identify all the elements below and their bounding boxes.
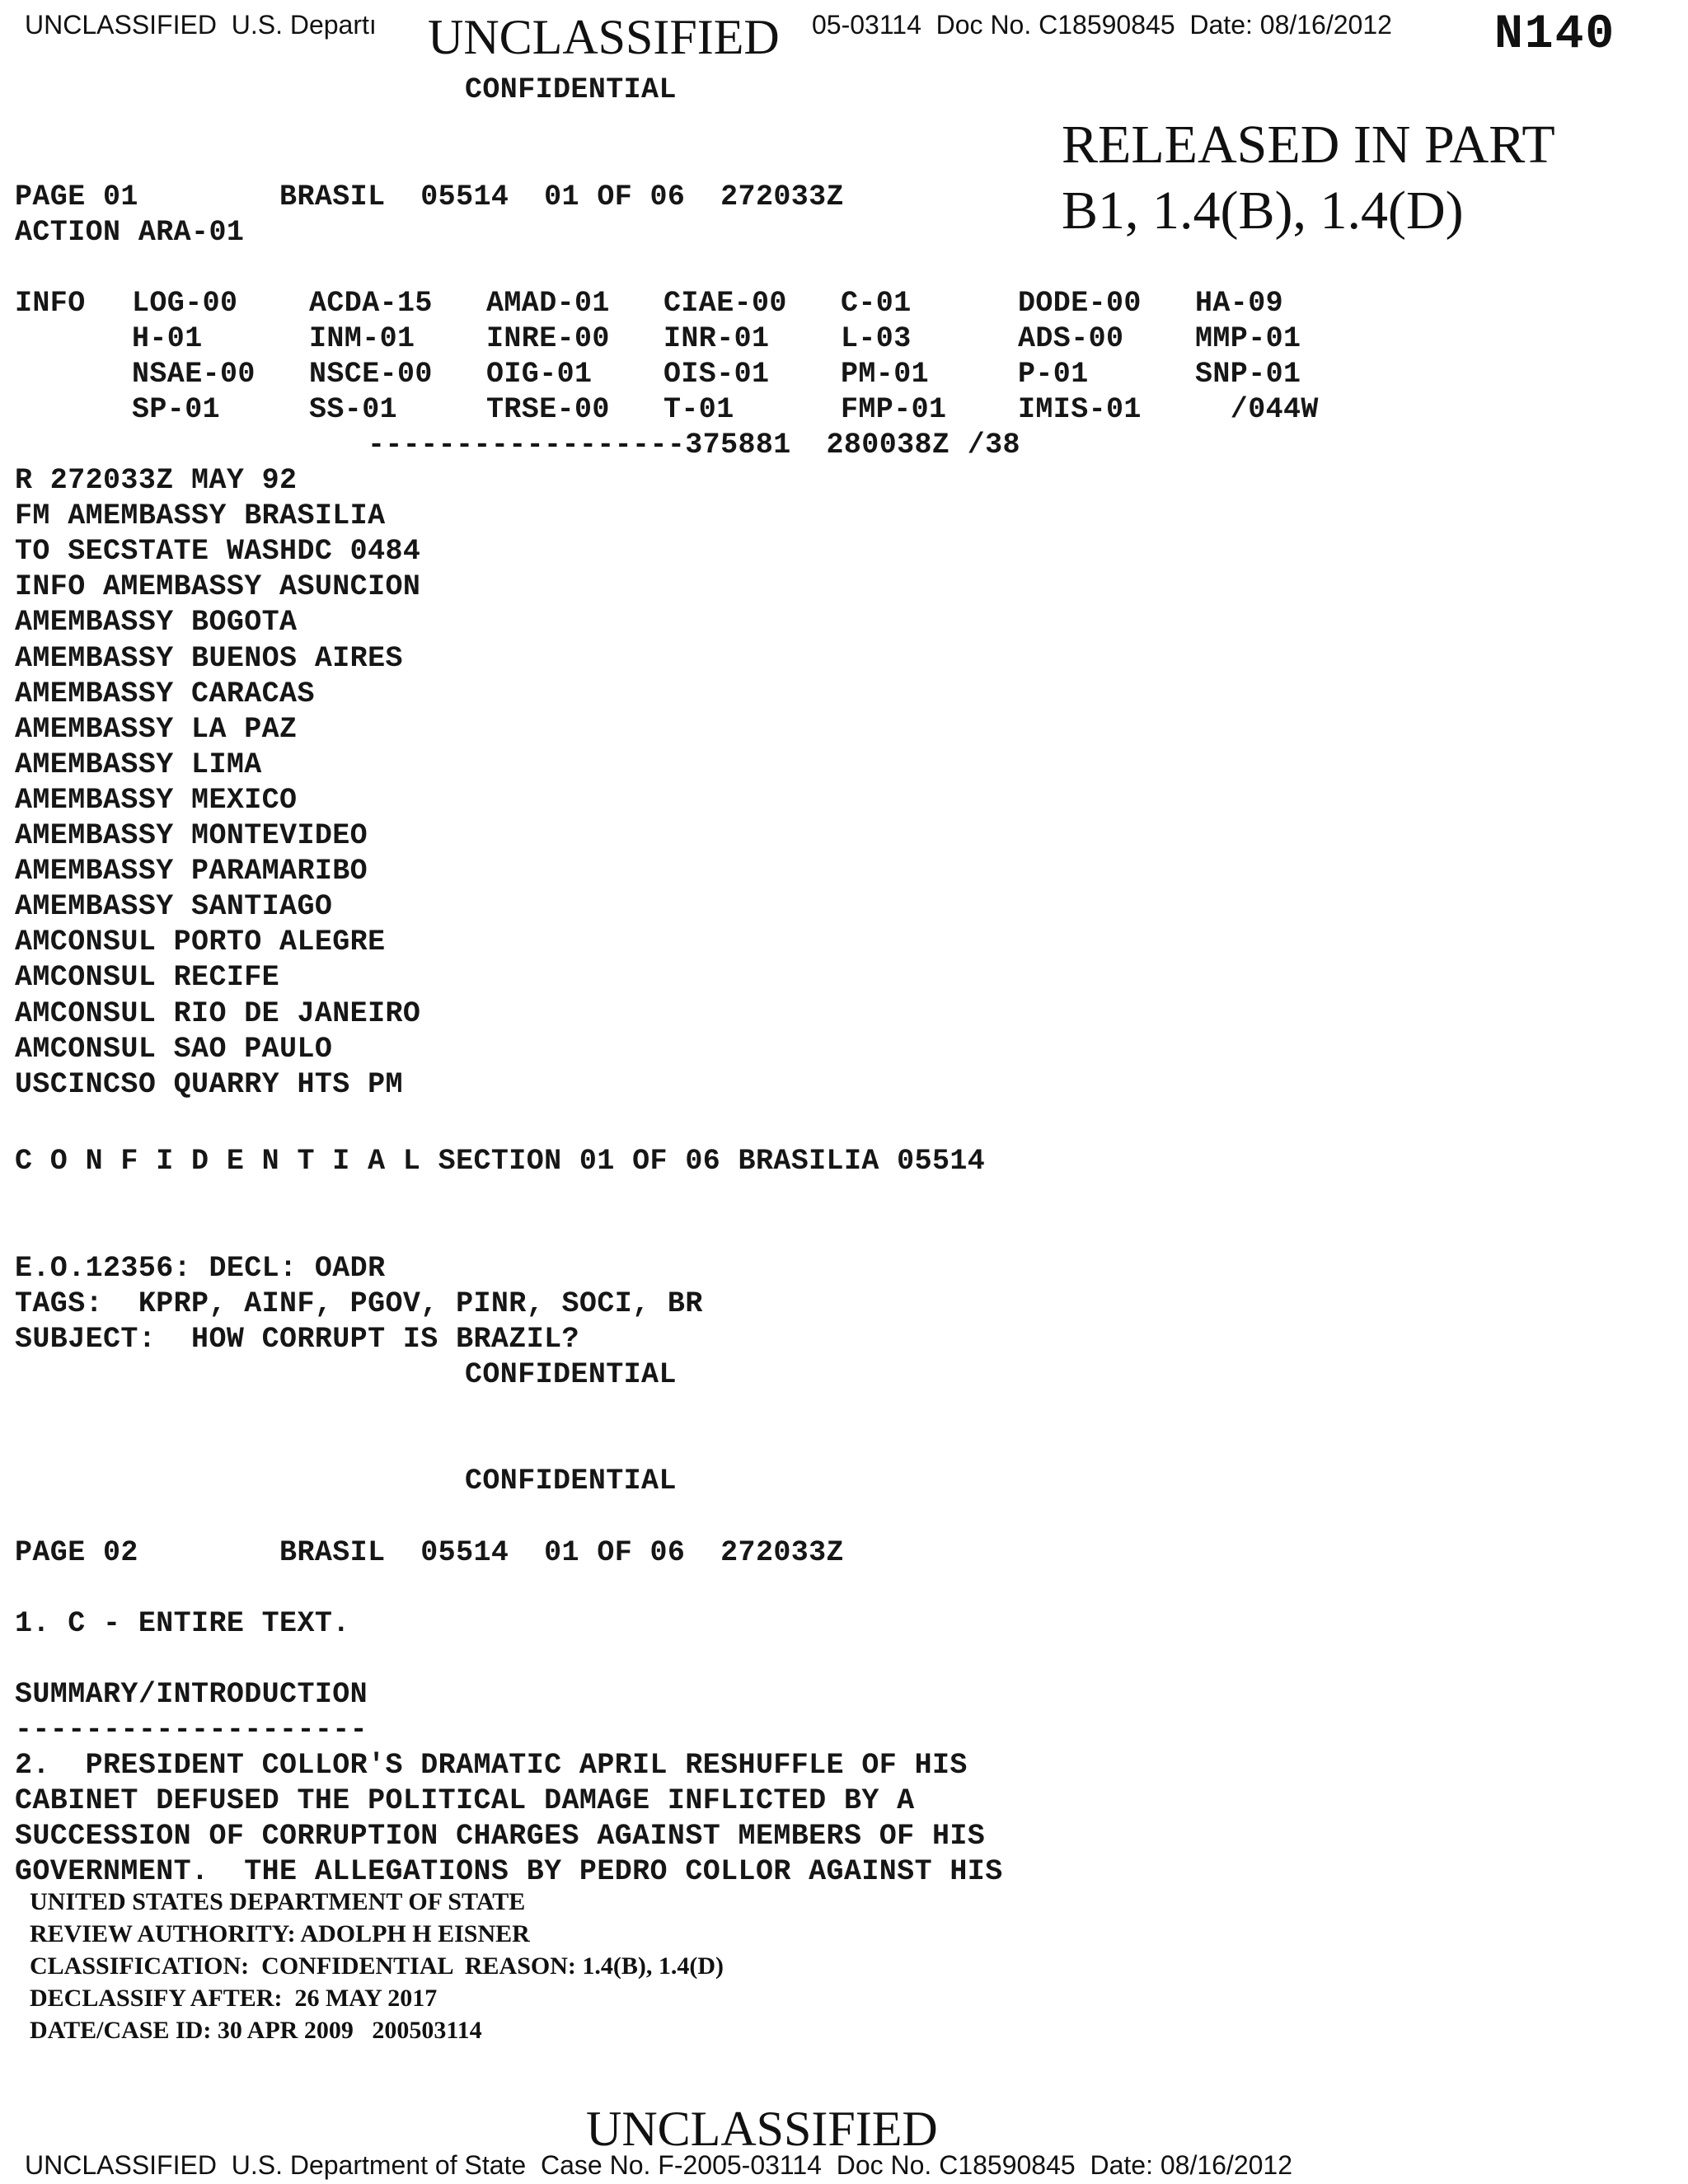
classification-mid: CONFIDENTIAL [465, 1358, 677, 1391]
paragraph-2-line: CABINET DEFUSED THE POLITICAL DAMAGE INFLICTED BY A [15, 1784, 915, 1817]
info-code: ADS-00 [1018, 322, 1124, 355]
review-stamp-line: REVIEW AUTHORITY: ADOLPH H EISNER [30, 1920, 530, 1947]
info-code: OIG-01 [486, 358, 593, 391]
tags-line: TAGS: KPRP, AINF, PGOV, PINR, SOCI, BR [15, 1287, 703, 1320]
address-line: R 272033Z MAY 92 [15, 464, 298, 497]
address-line: AMCONSUL SAO PAULO [15, 1032, 333, 1066]
info-code: /044W [1195, 393, 1319, 426]
info-code: NSAE-00 [132, 358, 256, 391]
routing-line: ------------------375881 280038Z /38 [368, 429, 1020, 462]
release-stamp-line-2: B1, 1.4(B), 1.4(D) [1062, 180, 1464, 241]
address-line: AMEMBASSY LIMA [15, 748, 262, 781]
info-code: H-01 [132, 322, 203, 355]
page-01-line: PAGE 01 BRASIL 05514 01 OF 06 272033Z [15, 180, 844, 213]
info-code: HA-09 [1195, 287, 1284, 320]
info-code: INRE-00 [486, 322, 610, 355]
info-code: INR-01 [663, 322, 770, 355]
info-code: NSCE-00 [309, 358, 433, 391]
header-unclassified-label: UNCLASSIFIED [428, 10, 780, 64]
info-code: IMIS-01 [1018, 393, 1142, 426]
info-code: ACDA-15 [309, 287, 433, 320]
info-code: P-01 [1018, 358, 1089, 391]
info-code: OIS-01 [663, 358, 770, 391]
eo-line: E.O.12356: DECL: OADR [15, 1252, 386, 1285]
info-code: CIAE-00 [663, 287, 787, 320]
info-code: SS-01 [309, 393, 398, 426]
info-label: INFO [15, 287, 86, 320]
info-code: T-01 [663, 393, 734, 426]
classification-page-2: CONFIDENTIAL [465, 1465, 677, 1497]
info-code: DODE-00 [1018, 287, 1142, 320]
address-line: FM AMEMBASSY BRASILIA [15, 499, 386, 533]
paragraph-2-line: GOVERNMENT. THE ALLEGATIONS BY PEDRO COLLOR AGAINST HIS [15, 1855, 1003, 1888]
address-line: AMEMBASSY LA PAZ [15, 712, 298, 746]
address-line: USCINCSO QUARRY HTS PM [15, 1067, 403, 1101]
page-02-line: PAGE 02 BRASIL 05514 01 OF 06 272033Z [15, 1536, 844, 1569]
header-prefix: UNCLASSIFIED U.S. Departı [25, 10, 377, 40]
summary-heading: SUMMARY/INTRODUCTION [15, 1678, 368, 1711]
info-code: AMAD-01 [486, 287, 610, 320]
header-doc-info: 05-03114 Doc No. C18590845 Date: 08/16/2012 [812, 10, 1392, 40]
address-line: INFO AMEMBASSY ASUNCION [15, 570, 421, 604]
info-code: C-01 [841, 287, 912, 320]
review-stamp-line: UNITED STATES DEPARTMENT OF STATE [30, 1888, 526, 1915]
address-line: AMEMBASSY CARACAS [15, 677, 315, 710]
address-line: AMCONSUL RIO DE JANEIRO [15, 996, 421, 1030]
summary-underline: -------------------- [15, 1713, 368, 1746]
address-line: TO SECSTATE WASHDC 0484 [15, 535, 421, 569]
review-stamp-line: DECLASSIFY AFTER: 26 MAY 2017 [30, 1985, 438, 2012]
subject-line: SUBJECT: HOW CORRUPT IS BRAZIL? [15, 1323, 579, 1356]
info-code: TRSE-00 [486, 393, 610, 426]
info-code: INM-01 [309, 322, 415, 355]
document-code: N140 [1494, 8, 1616, 62]
review-stamp-line: DATE/CASE ID: 30 APR 2009 200503114 [30, 2017, 482, 2044]
paragraph-2-line: 2. PRESIDENT COLLOR'S DRAMATIC APRIL RESHUFFLE OF HIS [15, 1749, 968, 1782]
info-code: L-03 [841, 322, 912, 355]
address-line: AMEMBASSY BUENOS AIRES [15, 641, 403, 675]
info-code: SNP-01 [1195, 358, 1301, 391]
address-line: AMEMBASSY MEXICO [15, 783, 298, 817]
review-stamp-line: CLASSIFICATION: CONFIDENTIAL REASON: 1.4(B), 1.4(D) [30, 1952, 724, 1980]
info-code: MMP-01 [1195, 322, 1301, 355]
info-code: SP-01 [132, 393, 221, 426]
address-line: AMEMBASSY PARAMARIBO [15, 855, 368, 888]
info-code: FMP-01 [841, 393, 947, 426]
action-line: ACTION ARA-01 [15, 216, 245, 249]
address-line: AMCONSUL PORTO ALEGRE [15, 926, 386, 959]
address-line: AMEMBASSY BOGOTA [15, 606, 298, 640]
address-line: AMCONSUL RECIFE [15, 961, 280, 995]
section-line: C O N F I D E N T I A L SECTION 01 OF 06 BRASILIA 05514 [15, 1145, 986, 1178]
release-stamp-line-1: RELEASED IN PART [1062, 115, 1555, 175]
footer-unclassified-label: UNCLASSIFIED [586, 2102, 938, 2156]
address-line: AMEMBASSY MONTEVIDEO [15, 819, 368, 852]
paragraph-2-line: SUCCESSION OF CORRUPTION CHARGES AGAINST MEMBERS OF HIS [15, 1820, 986, 1853]
footer-line: UNCLASSIFIED U.S. Department of State Case No. F-2005-03114 Doc No. C18590845 Date: 08/16/2012 [25, 2150, 1292, 2180]
paragraph-1: 1. C - ENTIRE TEXT. [15, 1607, 350, 1640]
classification-top: CONFIDENTIAL [465, 73, 677, 106]
address-line: AMEMBASSY SANTIAGO [15, 890, 333, 924]
info-code: PM-01 [841, 358, 930, 391]
info-code: LOG-00 [132, 287, 238, 320]
